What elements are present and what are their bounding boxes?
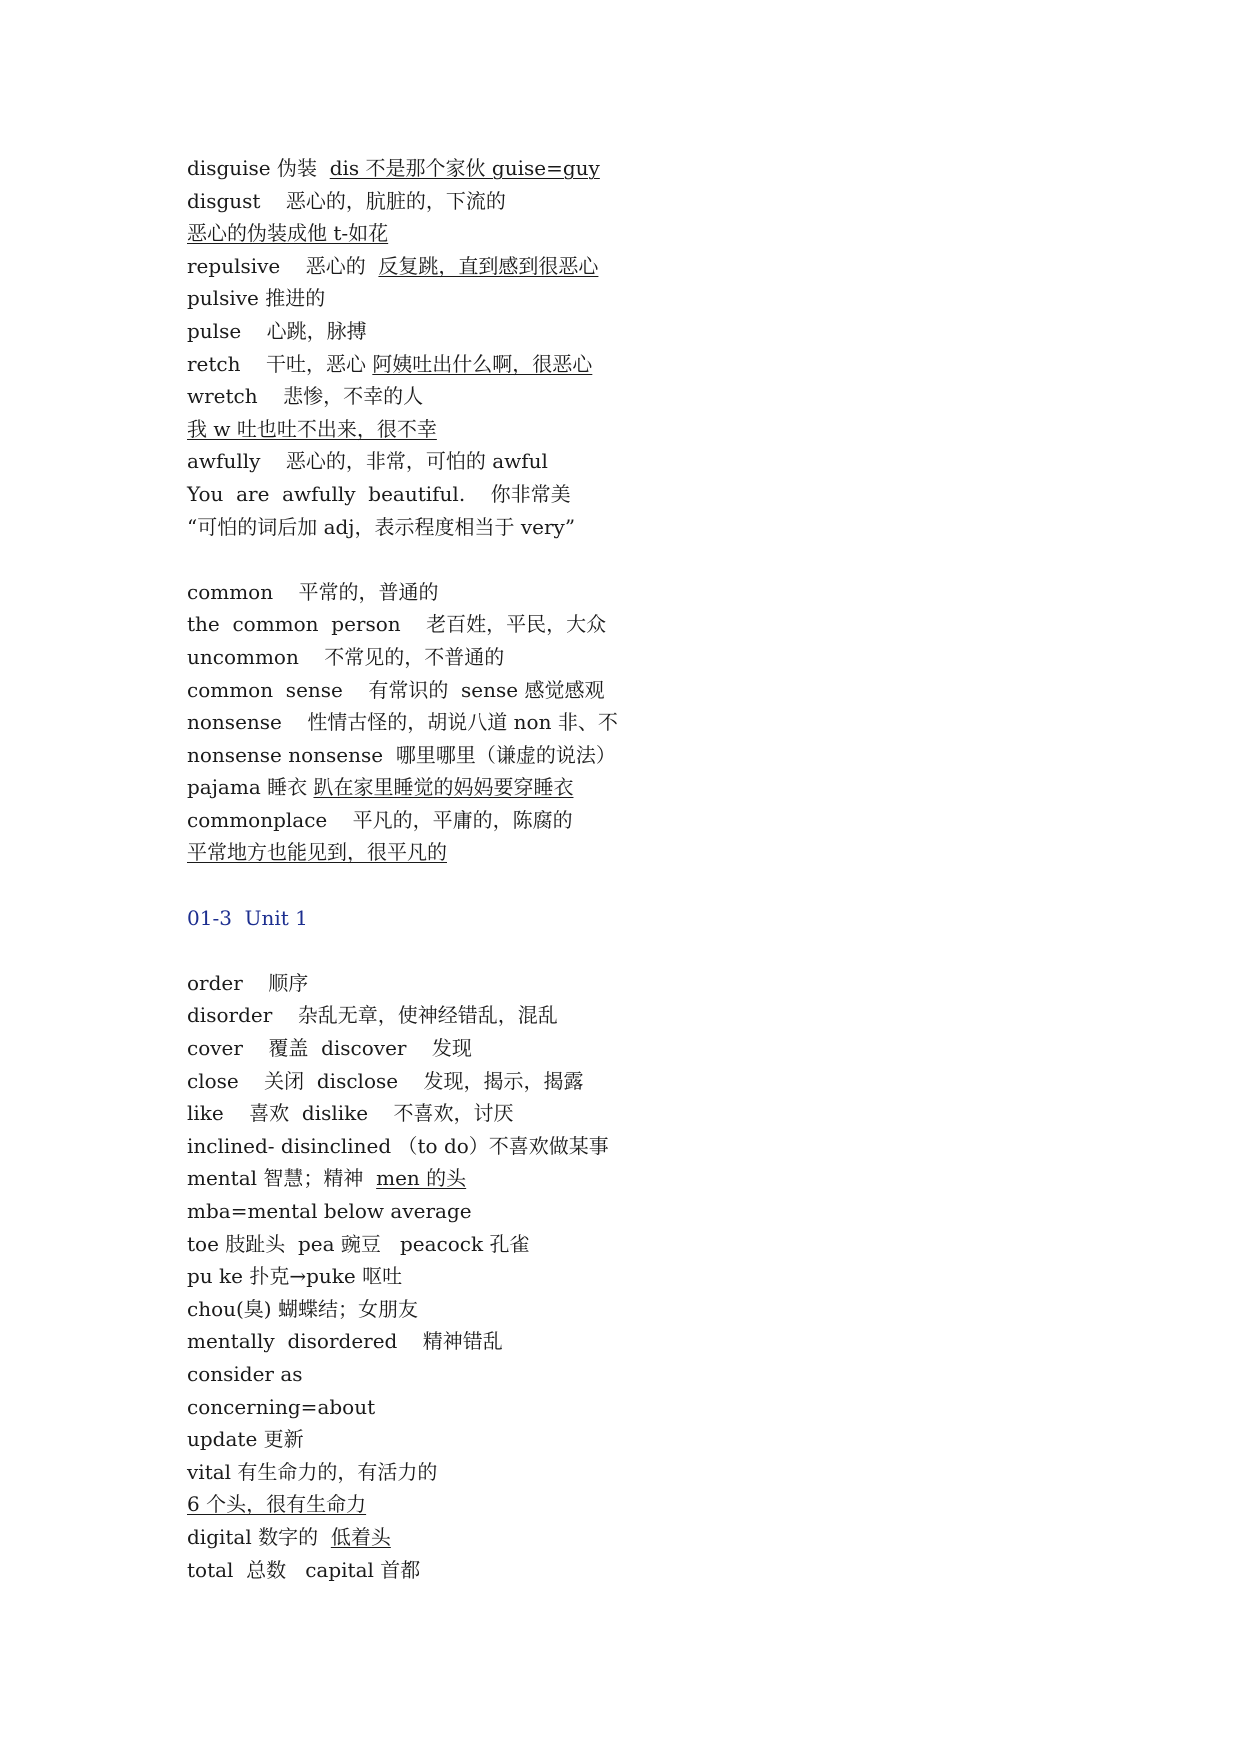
vocab-line [187,1162,1087,1195]
vocab-line [187,1423,1087,1456]
vocab-text: vital 有生命力的，有活力的 [187,1459,438,1484]
vocab-line [187,1065,1087,1098]
vocab-line [187,739,1087,772]
blank-line [187,869,1087,902]
mnemonic-underlined-text: 反复跳，直到感到很恶心 [378,253,599,278]
section-heading: 01-3 Unit 1 [187,905,308,930]
vocab-line [187,836,1087,869]
vocab-line [187,413,1087,446]
vocab-text: the common person 老百姓，平民，大众 [187,612,607,637]
mnemonic-underlined-text: 平常地方也能见到，很平凡的 [187,840,447,865]
vocab-line [187,1195,1087,1228]
vocab-text: order 顺序 [187,970,309,995]
vocab-text: retch 干吐，恶心 [187,351,373,376]
mnemonic-underlined-text: 我 w 吐也吐不出来，很不幸 [187,416,437,441]
vocab-text: common sense 有常识的 sense 感觉感观 [187,677,605,702]
mnemonic-underlined-text: 恶心的伪装成他 t-如花 [187,221,389,246]
vocab-line [187,1358,1087,1391]
vocab-line [187,380,1087,413]
vocab-text: pulsive 推进的 [187,286,326,311]
vocab-text: wretch 悲惨，不幸的人 [187,384,424,409]
mnemonic-underlined-text: 6 个头，很有生命力 [187,1492,367,1517]
vocab-text: nonsense 性情古怪的，胡说八道 non 非、不 [187,710,618,735]
vocab-text: nonsense nonsense 哪里哪里（谦虚的说法） [187,742,616,767]
vocab-line [187,771,1087,804]
vocab-line [187,185,1087,218]
vocab-line [187,674,1087,707]
vocab-line [187,576,1087,609]
vocab-line [187,1260,1087,1293]
vocab-text: awfully 恶心的，非常，可怕的 awful [187,449,548,474]
vocab-line [187,478,1087,511]
vocab-line [187,967,1087,1000]
vocab-line [187,152,1087,185]
vocab-line [187,315,1087,348]
vocab-text: You are awfully beautiful. 你非常美 [187,481,571,506]
vocab-line [187,1521,1087,1554]
vocab-line [187,1293,1087,1326]
vocab-text: cover 覆盖 discover 发现 [187,1036,472,1061]
vocab-line [187,706,1087,739]
vocab-text: inclined- disinclined （to do）不喜欢做某事 [187,1133,609,1158]
vocab-text: total 总数 capital 首都 [187,1557,421,1582]
vocab-text: like 喜欢 dislike 不喜欢，讨厌 [187,1101,514,1126]
blank-line [187,934,1087,967]
vocab-line [187,250,1087,283]
vocab-text: repulsive 恶心的 [187,253,379,278]
vocab-line [187,1032,1087,1065]
vocab-line [187,641,1087,674]
vocab-text: mental 智慧；精神 [187,1166,377,1191]
vocab-line [187,1391,1087,1424]
vocab-line [187,1228,1087,1261]
vocab-text: disguise 伪装 [187,156,330,180]
blank-line [187,543,1087,576]
vocab-text: disorder 杂乱无章，使神经错乱，混乱 [187,1003,558,1028]
mnemonic-underlined-text: 阿姨吐出什么啊，很恶心 [372,351,593,376]
mnemonic-underlined-text: men 的头 [376,1166,467,1191]
vocab-text: mba=mental below average [187,1199,472,1223]
vocab-text: update 更新 [187,1427,304,1452]
vocab-text: concerning=about [187,1394,376,1419]
vocab-text: close 关闭 disclose 发现，揭示，揭露 [187,1068,584,1093]
vocab-text: disgust 恶心的，肮脏的，下流的 [187,188,506,213]
vocab-text: commonplace 平凡的，平庸的，陈腐的 [187,807,573,832]
vocab-text: consider as [187,1361,303,1386]
vocab-text: uncommon 不常见的，不普通的 [187,644,505,669]
vocab-line [187,1554,1087,1587]
vocab-line [187,804,1087,837]
vocab-line [187,282,1087,315]
vocab-line [187,999,1087,1032]
vocab-line [187,1097,1087,1130]
vocab-text: chou(臭) 蝴蝶结；女朋友 [187,1296,418,1321]
vocab-text: “可怕的词后加 adj，表示程度相当于 very” [187,514,576,539]
vocab-line [187,445,1087,478]
vocab-text: common 平常的，普通的 [187,579,439,604]
vocab-line [187,1130,1087,1163]
vocab-line [187,608,1087,641]
vocab-line [187,1456,1087,1489]
vocab-line [187,348,1087,381]
vocab-text: digital 数字的 [187,1524,331,1549]
vocab-line [187,217,1087,250]
vocab-line [187,511,1087,544]
mnemonic-underlined-text: 趴在家里睡觉的妈妈要穿睡衣 [313,775,574,800]
vocab-text: toe 肢趾头 pea 豌豆 peacock 孔雀 [187,1231,530,1256]
vocab-text: pu ke 扑克→puke 呕吐 [187,1264,403,1289]
vocab-line [187,1325,1087,1358]
vocab-text: pajama 睡衣 [187,775,314,800]
mnemonic-underlined-text: dis 不是那个家伙 guise=guy [329,156,600,180]
vocab-text: pulse 心跳，脉搏 [187,318,367,343]
vocab-line [187,1488,1087,1521]
document-page [187,152,1087,1586]
mnemonic-underlined-text: 低着头 [330,1524,391,1549]
vocab-text: mentally disordered 精神错乱 [187,1329,503,1354]
